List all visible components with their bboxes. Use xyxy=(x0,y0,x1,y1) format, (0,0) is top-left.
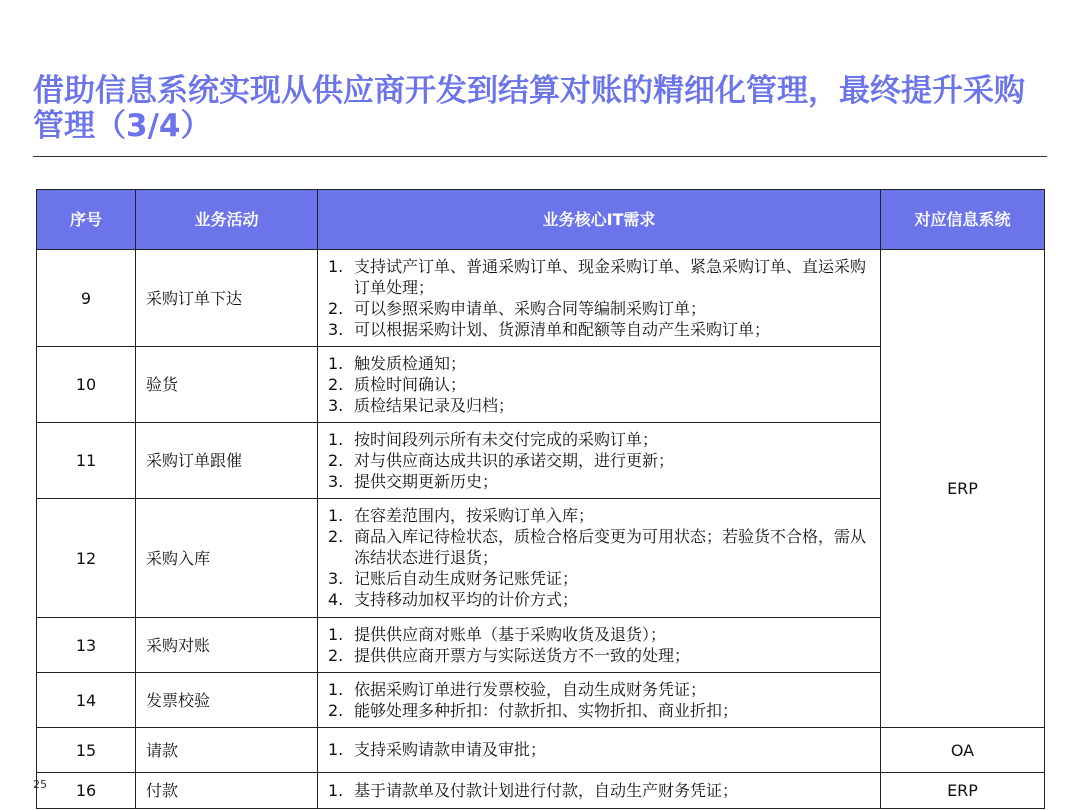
information-system: OA xyxy=(881,728,1045,773)
requirement-item xyxy=(328,450,872,471)
page-number: 25 xyxy=(33,778,47,791)
requirement-list xyxy=(328,429,872,492)
requirement-index: 2. xyxy=(328,298,344,318)
requirement-text: 能够处理多种折扣：付款折扣、实物折扣、商业折扣； xyxy=(354,700,739,720)
requirement-index: 1. xyxy=(328,353,344,373)
requirement-item xyxy=(328,429,872,450)
header-activity: 业务活动 xyxy=(136,190,318,250)
requirement-item xyxy=(328,568,872,589)
requirement-list xyxy=(328,353,872,416)
requirement-index: 1. xyxy=(328,429,344,449)
requirement-text: 商品入库记待检状态，质检合格后变更为可用状态；若验货不合格，需从冻结状态进行退货； xyxy=(354,527,867,567)
requirement-item xyxy=(328,256,872,298)
header-no: 序号 xyxy=(37,190,136,250)
row-number: 10 xyxy=(37,347,136,423)
requirement-index: 3. xyxy=(328,569,344,588)
requirement-item xyxy=(328,298,872,319)
requirement-item xyxy=(328,700,872,721)
requirement-index: 3. xyxy=(328,471,344,491)
business-activity: 验货 xyxy=(136,347,318,423)
requirement-item xyxy=(328,353,872,374)
requirement-item xyxy=(328,505,872,526)
requirement-list xyxy=(328,739,872,760)
requirement-text: 提供供应商开票方与实际送货方不一致的处理； xyxy=(354,645,691,665)
requirement-text: 可以根据采购计划、货源清单和配额等自动产生采购订单； xyxy=(354,319,771,339)
requirement-text: 依据采购订单进行发票校验，自动生成财务凭证； xyxy=(354,679,707,699)
requirement-text: 提供交期更新历史； xyxy=(354,471,499,491)
business-activity: 发票校验 xyxy=(136,673,318,728)
requirement-item xyxy=(328,471,872,492)
requirement-item xyxy=(328,624,872,645)
requirement-index: 2. xyxy=(328,527,344,546)
row-number: 11 xyxy=(37,423,136,499)
requirement-list xyxy=(328,256,872,340)
requirement-text: 支持试产订单、普通采购订单、现金采购订单、紧急采购订单、直运采购订单处理； xyxy=(354,256,867,297)
requirement-text: 记账后自动生成财务记账凭证； xyxy=(354,569,579,588)
title-divider xyxy=(33,156,1047,157)
requirement-index: 1. xyxy=(328,624,344,644)
header-requirements: 业务核心IT需求 xyxy=(318,190,881,250)
row-number: 13 xyxy=(37,618,136,673)
requirement-index: 2. xyxy=(328,645,344,665)
it-requirements xyxy=(318,499,881,618)
row-number: 16 xyxy=(37,773,136,809)
requirement-item xyxy=(328,645,872,666)
requirement-item xyxy=(328,395,872,416)
requirement-index: 2. xyxy=(328,450,344,470)
requirement-index: 1. xyxy=(328,679,344,699)
business-activity: 采购入库 xyxy=(136,499,318,618)
requirement-item xyxy=(328,319,872,340)
it-requirements xyxy=(318,423,881,499)
requirement-index: 1. xyxy=(328,506,344,525)
requirement-index: 3. xyxy=(328,319,344,339)
requirement-text: 质检时间确认； xyxy=(354,374,467,394)
row-number: 9 xyxy=(37,250,136,347)
requirement-text: 支持移动加权平均的计价方式； xyxy=(354,590,579,609)
page-title: 借助信息系统实现从供应商开发到结算对账的精细化管理，最终提升采购管理（3/4） xyxy=(33,73,1025,144)
business-activity: 付款 xyxy=(136,773,318,809)
requirement-item xyxy=(328,679,872,700)
requirement-text: 触发质检通知； xyxy=(354,353,467,373)
requirement-text: 对与供应商达成共识的承诺交期，进行更新； xyxy=(354,450,675,470)
requirement-text: 提供供应商对账单（基于采购收货及退货）； xyxy=(354,624,667,644)
it-requirements xyxy=(318,728,881,773)
requirement-list xyxy=(328,780,872,801)
it-requirements xyxy=(318,773,881,809)
requirements-table xyxy=(36,189,1045,809)
requirement-index: 2. xyxy=(328,374,344,394)
table-header-row xyxy=(37,190,1045,250)
requirement-item xyxy=(328,589,872,610)
requirement-index: 3. xyxy=(328,395,344,415)
row-number: 14 xyxy=(37,673,136,728)
it-requirements xyxy=(318,250,881,347)
requirement-item xyxy=(328,374,872,395)
table-row xyxy=(37,250,1045,347)
requirement-list xyxy=(328,679,872,721)
requirement-text: 按时间段列示所有未交付完成的采购订单； xyxy=(354,429,659,449)
requirement-index: 2. xyxy=(328,700,344,720)
header-system: 对应信息系统 xyxy=(881,190,1045,250)
requirement-item xyxy=(328,739,872,760)
business-activity: 采购订单下达 xyxy=(136,250,318,347)
requirement-index: 4. xyxy=(328,590,344,609)
information-system: ERP xyxy=(881,250,1045,728)
information-system: ERP xyxy=(881,773,1045,809)
requirement-item xyxy=(328,526,872,568)
requirement-text: 质检结果记录及归档； xyxy=(354,395,515,415)
it-requirements xyxy=(318,673,881,728)
requirement-text: 在容差范围内，按采购订单入库； xyxy=(354,506,595,525)
requirement-index: 1. xyxy=(328,740,344,759)
requirement-list xyxy=(328,505,872,610)
it-requirements xyxy=(318,618,881,673)
requirement-list xyxy=(328,624,872,666)
row-number: 15 xyxy=(37,728,136,773)
requirement-text: 基于请款单及付款计划进行付款，自动生产财务凭证； xyxy=(354,780,739,800)
it-requirements xyxy=(318,347,881,423)
requirement-index: 1. xyxy=(328,256,344,276)
requirement-item xyxy=(328,780,872,801)
business-activity: 采购订单跟催 xyxy=(136,423,318,499)
table-row xyxy=(37,728,1045,773)
table-row xyxy=(37,773,1045,809)
row-number: 12 xyxy=(37,499,136,618)
requirement-index: 1. xyxy=(328,780,344,800)
business-activity: 请款 xyxy=(136,728,318,773)
requirement-text: 可以参照采购申请单、采购合同等编制采购订单； xyxy=(354,298,707,318)
requirement-text: 支持采购请款申请及审批； xyxy=(354,740,547,759)
business-activity: 采购对账 xyxy=(136,618,318,673)
